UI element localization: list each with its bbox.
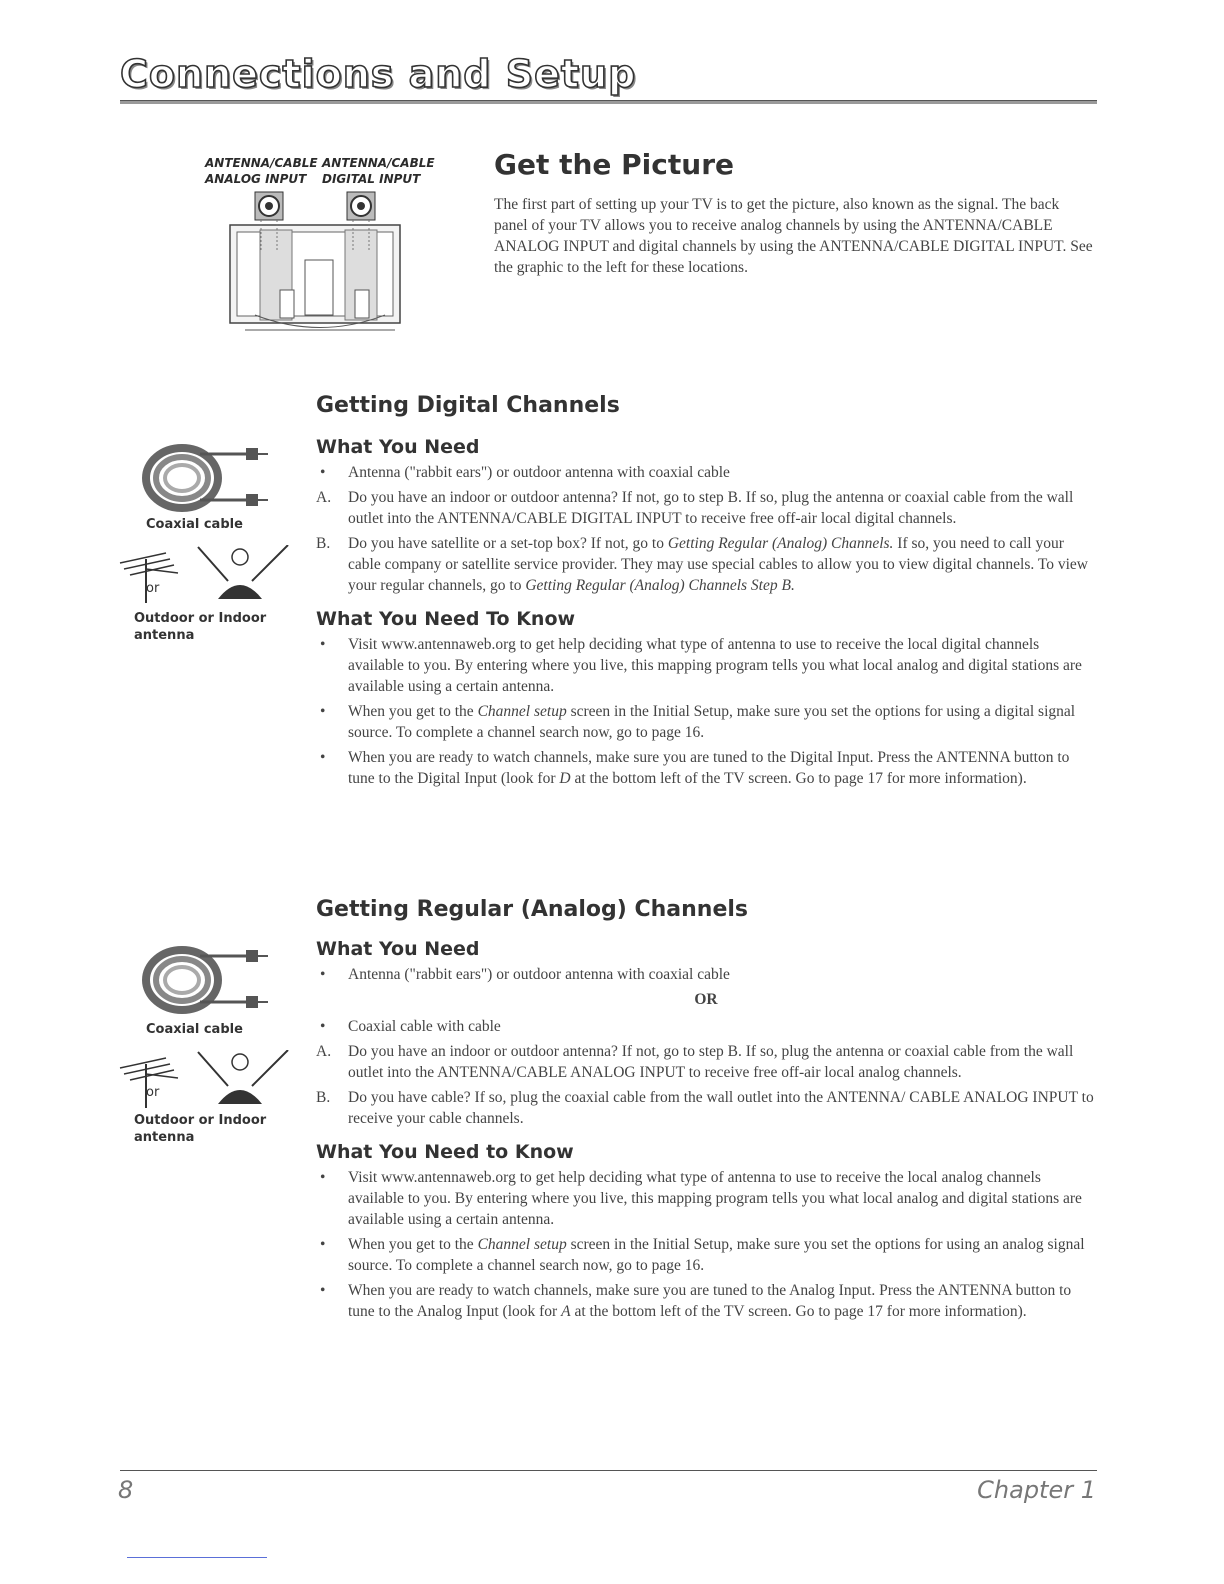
digital-step-b [316, 533, 1096, 596]
step-a-marker: A. [316, 1043, 332, 1060]
step-a-text: Do you have an indoor or outdoor antenna? If not, go to step B. If so, plug the antenna or coaxial cable from the wall outlet into the ANTENNA/CABLE ANALOG INPUT to receive free off-air local analog channels. [348, 1043, 1074, 1081]
step-a-text: Do you have an indoor or outdoor antenna? If not, go to step B. If so, plug the antenna or coaxial cable from the wall outlet into the ANTENNA/CABLE DIGITAL INPUT to receive free off-air local digital channels. [348, 489, 1074, 527]
step-b-marker: B. [316, 1089, 331, 1106]
know-3-text-a: When you are ready to watch channels, make sure you are tuned to the Digital Input. Press the ANTENNA button to tune to the Digital Input (look for [348, 749, 1070, 787]
digital-section-body [316, 436, 1096, 793]
or-separator: OR [694, 991, 718, 1008]
coaxial-cable-label-2: Coaxial cable [146, 1022, 243, 1037]
analog-need-list [316, 964, 1096, 1129]
antenna-icon [118, 545, 293, 605]
step-b-link-analog[interactable]: Getting Regular (Analog) Channels. [667, 535, 894, 552]
step-b-marker: B. [316, 535, 331, 552]
tv-back-panel-diagram [225, 190, 410, 335]
analog-input-label [205, 155, 318, 187]
or-label-2: or [146, 1085, 160, 1100]
digital-input-label-line1: ANTENNA/CABLE [322, 156, 435, 170]
coaxial-cable-label: Coaxial cable [146, 517, 243, 532]
analog-indicator-emphasis: A [561, 1303, 571, 1320]
channel-setup-emphasis: Channel setup [477, 1236, 567, 1253]
digital-step-a [316, 487, 1096, 529]
know-2-text-b: screen in the Initial Setup, make sure you set the options for using an analog signal source. To complete a channel search now, go to page 16. [348, 1236, 1085, 1274]
list-item: • Coaxial cable with cable [316, 1016, 1096, 1037]
antenna-label-2: Outdoor or Indoor antenna [134, 1113, 267, 1145]
channel-setup-emphasis: Channel setup [477, 703, 567, 720]
list-item [316, 1280, 1096, 1322]
know-2-text-b: screen in the Initial Setup, make sure you set the options for using a digital signal source. To complete a channel search now, go to page 16. [348, 703, 1076, 741]
digital-need-title: What You Need [316, 436, 480, 458]
digital-input-label [322, 155, 435, 187]
know-2-text-a: When you get to the [348, 1236, 474, 1253]
list-item [316, 1234, 1096, 1276]
analog-input-label-line2: ANALOG INPUT [205, 172, 307, 186]
step-b-link-analog-step-b[interactable]: Getting Regular (Analog) Channels Step B. [525, 577, 795, 594]
list-item [316, 747, 1096, 789]
list-item: • Visit www.antennaweb.org to get help deciding what type of antenna to use to receive the local analog channels available to you. By entering where you live, this mapping program tells you what local analog and digital stations are available using a certain antenna. [316, 1167, 1096, 1230]
list-item: • Antenna ("rabbit ears") or outdoor antenna with coaxial cable [316, 462, 1096, 483]
analog-step-a [316, 1041, 1096, 1083]
digital-channels-title: Getting Digital Channels [316, 393, 620, 418]
step-b-text-2: If so, you need to call your cable company or satellite service provider. They may use special cables to allow you to view digital channels. To view your regular channels, go to [348, 535, 1088, 594]
step-a-marker: A. [316, 489, 332, 506]
coaxial-cable-icon-2 [140, 940, 270, 1020]
digital-indicator-emphasis: D [559, 770, 571, 787]
digital-know-title: What You Need To Know [316, 608, 576, 630]
antenna-icon-2 [118, 1050, 293, 1110]
header-divider [120, 100, 1097, 104]
list-item: • Visit www.antennaweb.org to get help deciding what type of antenna to use to receive the local digital channels available to you. By entering where you live, this mapping program tells you what local analog and digital stations are available using a certain antenna. [316, 634, 1096, 697]
analog-need-title: What You Need [316, 938, 480, 960]
step-b-text-1: Do you have satellite or a set-top box? If not, go to [348, 535, 664, 552]
page-number: 8 [118, 1476, 134, 1504]
know-3-text-b: at the bottom left of the TV screen. Go to page 17 for more information). [574, 1303, 1027, 1320]
analog-section-body [316, 938, 1096, 1326]
list-item [316, 701, 1096, 743]
chapter-label: Chapter 1 [977, 1476, 1096, 1504]
digital-need-list [316, 462, 1096, 596]
step-b-text: Do you have cable? If so, plug the coaxial cable from the wall outlet into the ANTENNA/ CABLE ANALOG INPUT to receive your cable channels. [348, 1089, 1094, 1127]
footer-divider [120, 1470, 1097, 1471]
know-3-text-b: at the bottom left of the TV screen. Go to page 17 for more information). [574, 770, 1027, 787]
intro-paragraph: The first part of setting up your TV is to get the picture, also known as the signal. The back panel of your TV allows you to receive analog channels by using the ANTENNA/CABLE ANALOG INPUT and digital channels by using the ANTENNA/CABLE DIGITAL INPUT. See the graphic to the left for these locations. [494, 196, 1093, 276]
get-the-picture-title: Get the Picture [494, 148, 734, 181]
digital-input-label-line2: DIGITAL INPUT [322, 172, 421, 186]
antenna-label: Outdoor or Indoor antenna [134, 611, 267, 643]
coaxial-cable-icon [140, 438, 270, 518]
know-3-text-a: When you are ready to watch channels, make sure you are tuned to the Analog Input. Press the ANTENNA button to tune to the Analog Input (look for [348, 1282, 1072, 1320]
analog-know-list [316, 1167, 1096, 1322]
analog-channels-title: Getting Regular (Analog) Channels [316, 897, 749, 922]
analog-input-label-line1: ANTENNA/CABLE [205, 156, 318, 170]
list-item: • Antenna ("rabbit ears") or outdoor antenna with coaxial cable [316, 964, 1096, 985]
digital-know-list [316, 634, 1096, 789]
analog-step-b [316, 1087, 1096, 1129]
know-2-text-a: When you get to the [348, 703, 474, 720]
or-label: or [146, 581, 160, 596]
link-underline [127, 1557, 267, 1558]
page-header-title: Connections and Setup [120, 52, 637, 96]
analog-know-title: What You Need to Know [316, 1141, 574, 1163]
